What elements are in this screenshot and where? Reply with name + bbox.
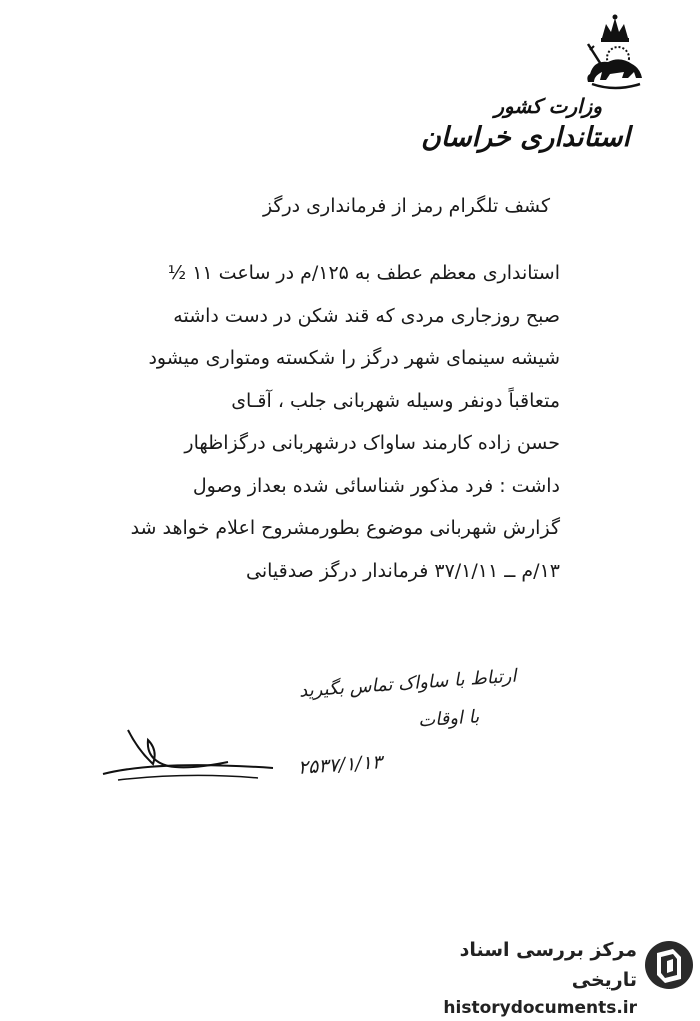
governorate-name: استانداری خراسان	[420, 122, 630, 153]
ministry-name: وزارت کشور	[494, 94, 602, 118]
archive-logo-icon	[643, 937, 695, 993]
body-line: گزارش شهربانی موضوع بطورمشروح اعلام خواهد شد	[130, 517, 560, 539]
watermark-title: مرکز بررسی اسناد تاریخی	[459, 939, 637, 991]
body-line: شیشه سینمای شهر درگز را شکسته ومتواری میشود	[148, 347, 560, 369]
body-line: ۱۳/م ــ ۳۷/۱/۱۱ فرماندار درگز صدقیانی	[245, 559, 560, 582]
document-subject: کشف تلگرام رمز از فرمانداری درگز	[262, 195, 550, 217]
body-line: استانداری معظم عطف به ۱۲۵/م در ساعت ۱۱ ½	[167, 262, 560, 284]
watermark-url: historydocuments.ir	[443, 998, 637, 1018]
watermark-text	[413, 935, 637, 1021]
body-line: صبح روزجاری مردی که قند شکن در دست داشته	[173, 304, 560, 327]
note-line-1: ارتباط با ساواک تماس بگیرید	[298, 665, 518, 702]
archive-watermark	[413, 935, 695, 1018]
telegram-body	[20, 258, 560, 598]
body-line: متعاقباً دونفر وسیله شهربانی جلب ، آقـای	[231, 389, 560, 412]
signature	[98, 720, 278, 800]
lion-and-sun-emblem	[580, 12, 650, 92]
note-line-2: با اوقات	[417, 706, 480, 732]
note-date: ۲۵۳۷/۱/۱۳	[297, 751, 383, 779]
body-line: حسن زاده کارمند ساواک درشهربانی درگزاظهار	[184, 432, 560, 454]
body-line: داشت : فرد مذکور شناسائی شده بعداز وصول	[192, 474, 560, 497]
letterhead	[410, 92, 630, 156]
